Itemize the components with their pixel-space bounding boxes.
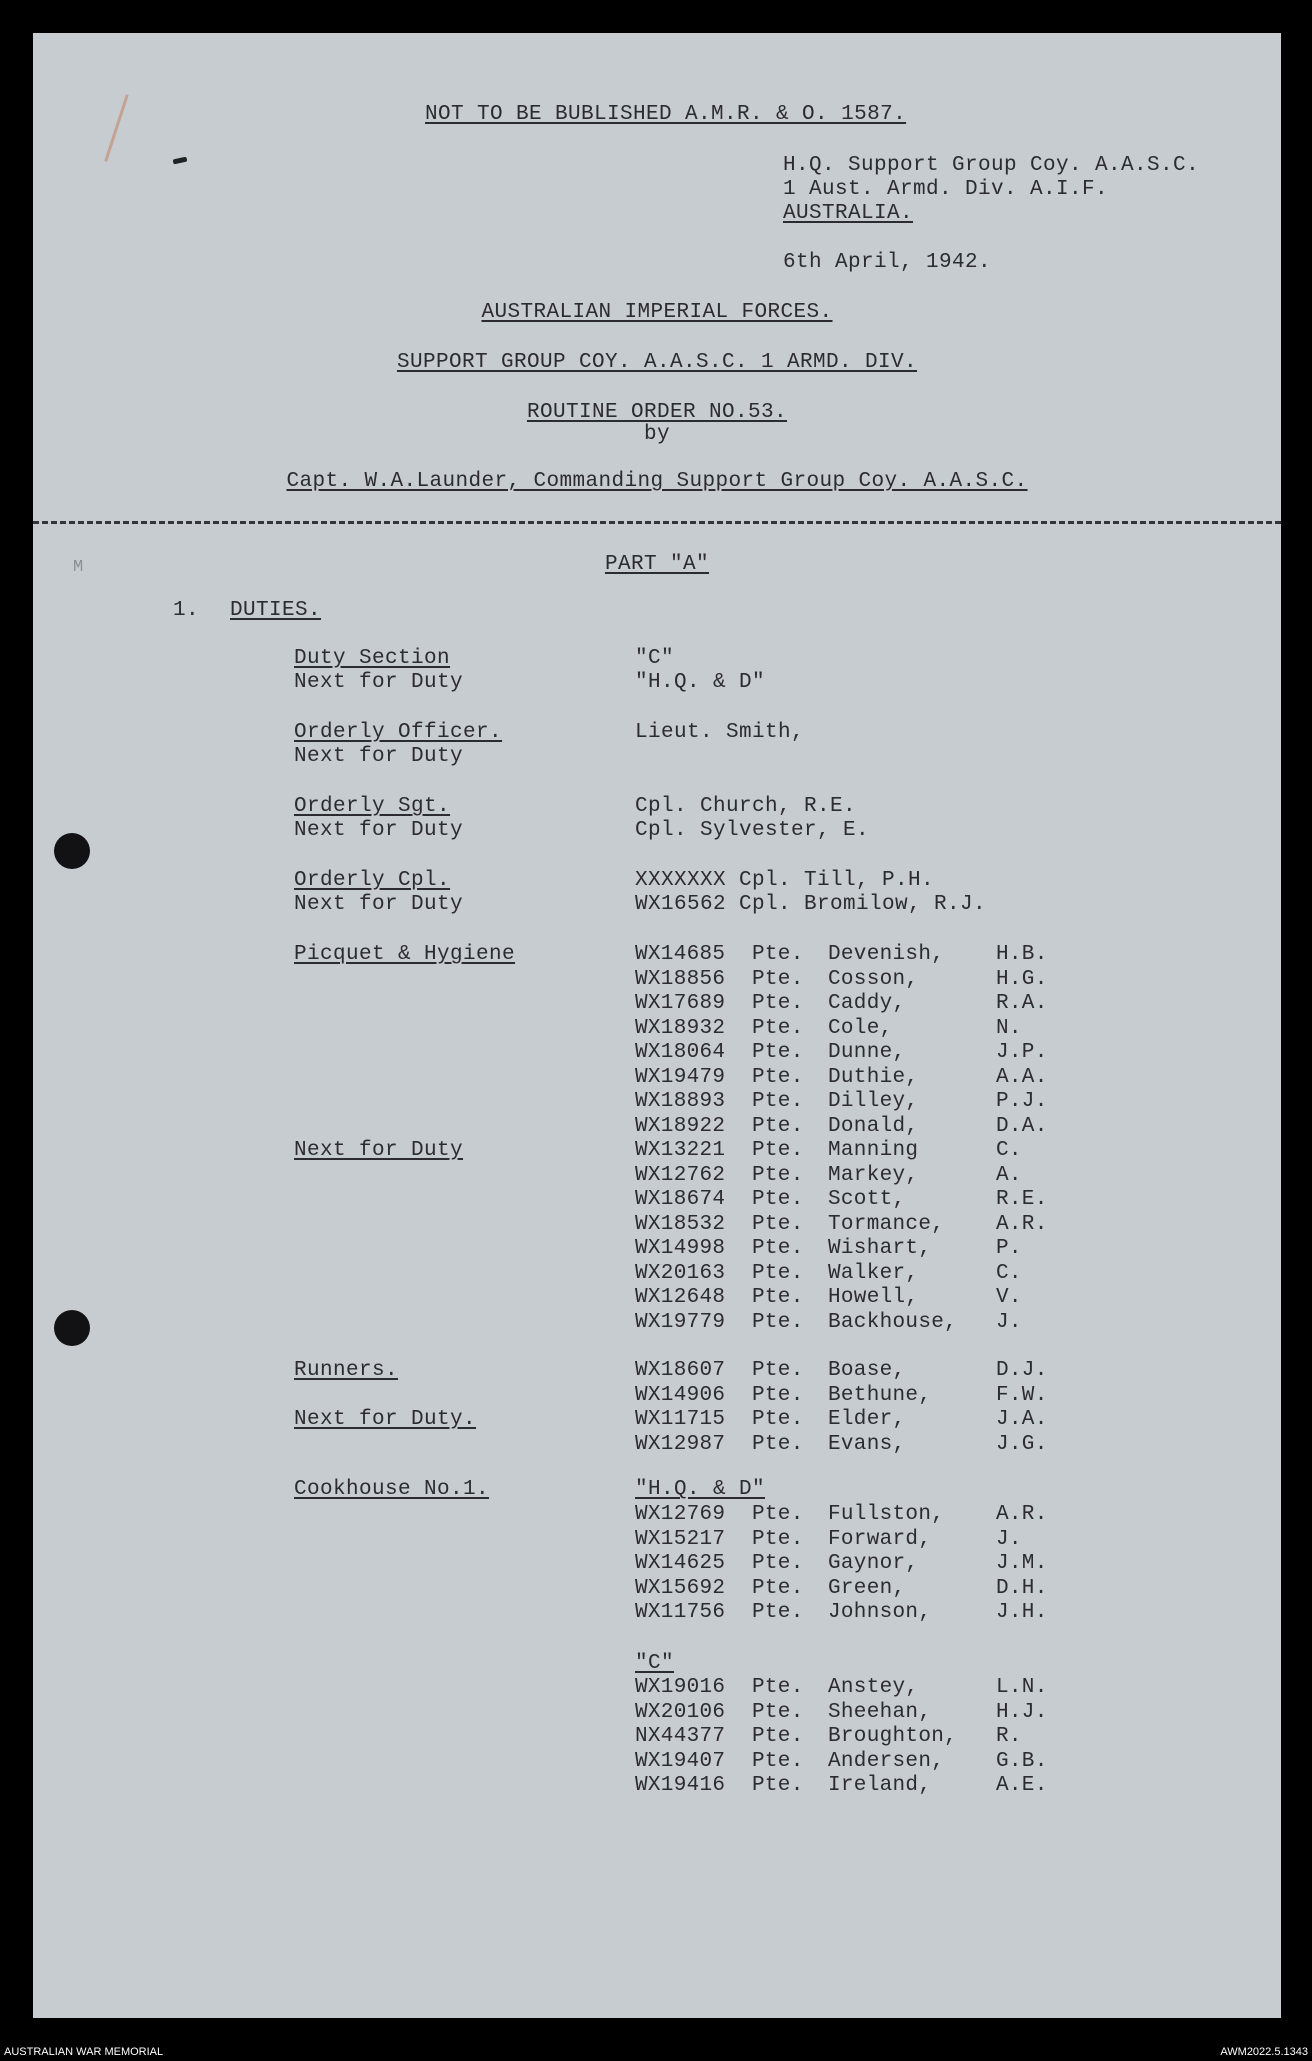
initials: J.A. <box>996 1408 1048 1431</box>
initials: G.B. <box>996 1749 1048 1773</box>
service-number: WX20106 <box>635 1700 726 1724</box>
initials: C. <box>996 1139 1022 1162</box>
service-number: WX19407 <box>635 1749 726 1773</box>
surname: Duthie, <box>828 1065 919 1089</box>
duty-label: Orderly Officer. <box>294 721 503 744</box>
service-number: WX18932 <box>635 1016 726 1040</box>
rank: Pte. <box>752 1016 804 1040</box>
initials: A.R. <box>996 1212 1048 1236</box>
rank: Pte. <box>752 1286 804 1309</box>
rank: Pte. <box>752 992 804 1015</box>
cookhouse-roster-c <box>635 1676 1056 1799</box>
rank: Pte. <box>752 1527 804 1551</box>
initials: J. <box>996 1310 1022 1334</box>
service-number: WX19016 <box>635 1676 726 1699</box>
runners-roster <box>635 1359 1056 1457</box>
roster-row <box>635 1237 1056 1262</box>
title-unit: SUPPORT GROUP COY. A.A.S.C. 1 ARMD. DIV. <box>396 351 918 374</box>
rank: Pte. <box>752 1383 804 1407</box>
initials: R.E. <box>996 1188 1048 1211</box>
service-number: WX12769 <box>635 1503 726 1526</box>
rank: Pte. <box>752 1237 804 1260</box>
roster-row <box>635 1066 1056 1091</box>
surname: Wishart, <box>828 1237 932 1260</box>
surname: Fullston, <box>828 1503 945 1526</box>
roster-row <box>635 1115 1056 1140</box>
roster-row <box>635 1601 1056 1626</box>
surname: Ireland, <box>828 1774 932 1797</box>
roster-row <box>635 968 1056 993</box>
surname: Sheehan, <box>828 1700 932 1724</box>
picquet-label: Picquet & Hygiene <box>294 943 516 966</box>
initials: A.A. <box>996 1065 1048 1089</box>
address-line-1: H.Q. Support Group Coy. A.A.S.C. <box>783 154 1200 177</box>
service-number: WX12987 <box>635 1432 726 1456</box>
title-routine-order: ROUTINE ORDER NO.53. <box>526 401 788 424</box>
initials: R.A. <box>996 992 1048 1015</box>
surname: Cosson, <box>828 967 919 991</box>
rank: Pte. <box>752 1725 804 1748</box>
service-number: WX15692 <box>635 1576 726 1600</box>
surname: Markey, <box>828 1163 919 1187</box>
punch-hole-bottom <box>54 1310 90 1346</box>
surname: Green, <box>828 1576 906 1600</box>
runners-label: Runners. <box>294 1359 399 1382</box>
surname: Dilley, <box>828 1090 919 1113</box>
service-number: WX14906 <box>635 1383 726 1407</box>
roster-row <box>635 1408 1056 1433</box>
roster-row <box>635 1503 1056 1528</box>
address-line-3: AUSTRALIA. <box>783 202 914 225</box>
surname: Caddy, <box>828 992 906 1015</box>
roster-row <box>635 1311 1056 1336</box>
duty-value: WX16562 Cpl. Bromilow, R.J. <box>635 893 987 916</box>
duty-value: "H.Q. & D" <box>635 671 766 694</box>
surname: Cole, <box>828 1016 893 1040</box>
initials: H.J. <box>996 1700 1048 1724</box>
roster-row <box>635 1262 1056 1287</box>
rank: Pte. <box>752 1114 804 1138</box>
surname: Scott, <box>828 1188 906 1211</box>
rank: Pte. <box>752 1041 804 1064</box>
duty-label: Orderly Sgt. <box>294 795 451 818</box>
not-published-line: NOT TO BE BUBLISHED A.M.R. & O. 1587. <box>425 103 907 126</box>
roster-row <box>635 1774 1056 1799</box>
surname: Andersen, <box>828 1749 945 1773</box>
service-number: WX18856 <box>635 967 726 991</box>
cookhouse-label: Cookhouse No.1. <box>294 1478 490 1501</box>
service-number: WX18893 <box>635 1090 726 1113</box>
service-number: WX17689 <box>635 992 726 1015</box>
rank: Pte. <box>752 1163 804 1187</box>
surname: Forward, <box>828 1527 932 1551</box>
rank: Pte. <box>752 1576 804 1600</box>
initials: A. <box>996 1163 1022 1187</box>
duty-label: Orderly Cpl. <box>294 869 451 892</box>
section-number: 1. <box>173 599 200 622</box>
part-heading: PART "A" <box>604 553 710 576</box>
document-date: 6th April, 1942. <box>783 251 992 274</box>
rank: Pte. <box>752 1212 804 1236</box>
runners-next-label: Next for Duty. <box>294 1408 477 1431</box>
roster-row <box>635 1577 1056 1602</box>
address-line-2: 1 Aust. Armd. Div. A.I.F. <box>783 178 1109 201</box>
rank: Pte. <box>752 1749 804 1773</box>
initials: L.N. <box>996 1676 1048 1699</box>
surname: Evans, <box>828 1432 906 1456</box>
initials: D.H. <box>996 1576 1048 1600</box>
title-forces: AUSTRALIAN IMPERIAL FORCES. <box>481 301 833 324</box>
service-number: WX12648 <box>635 1286 726 1309</box>
initials: H.B. <box>996 943 1048 966</box>
picquet-next-label: Next for Duty <box>294 1139 464 1162</box>
initials: D.J. <box>996 1359 1048 1382</box>
surname: Dunne, <box>828 1041 906 1064</box>
service-number: WX19416 <box>635 1774 726 1797</box>
service-number: WX14685 <box>635 943 726 966</box>
roster-row <box>635 1188 1056 1213</box>
margin-mark: M <box>73 558 84 577</box>
surname: Johnson, <box>828 1601 932 1624</box>
service-number: WX11756 <box>635 1601 726 1624</box>
rank: Pte. <box>752 1408 804 1431</box>
rank: Pte. <box>752 1700 804 1724</box>
service-number: WX18674 <box>635 1188 726 1211</box>
roster-row <box>635 1164 1056 1189</box>
duty-value: Cpl. Church, R.E. <box>635 795 857 818</box>
roster-row <box>635 1552 1056 1577</box>
surname: Anstey, <box>828 1676 919 1699</box>
service-number: WX15217 <box>635 1527 726 1551</box>
footer-credit: AUSTRALIAN WAR MEMORIAL <box>4 2046 164 2058</box>
service-number: WX18064 <box>635 1041 726 1064</box>
rank: Pte. <box>752 1601 804 1624</box>
rank: Pte. <box>752 1359 804 1382</box>
rank: Pte. <box>752 1503 804 1526</box>
service-number: WX19479 <box>635 1065 726 1089</box>
roster-row <box>635 1090 1056 1115</box>
service-number: WX14625 <box>635 1552 726 1575</box>
picquet-roster <box>635 943 1056 1335</box>
initials: A.E. <box>996 1774 1048 1797</box>
rank: Pte. <box>752 1774 804 1797</box>
service-number: WX14998 <box>635 1237 726 1260</box>
paper-scratch <box>104 94 128 162</box>
dashed-divider <box>33 521 1281 524</box>
rank: Pte. <box>752 1310 804 1334</box>
duty-label: Next for Duty <box>294 671 464 694</box>
initials: N. <box>996 1016 1022 1040</box>
surname: Bethune, <box>828 1383 932 1407</box>
initials: J.M. <box>996 1552 1048 1575</box>
cookhouse-group-c: "C" <box>635 1652 675 1675</box>
duty-label: Next for Duty <box>294 819 464 842</box>
rank: Pte. <box>752 1188 804 1211</box>
rank: Pte. <box>752 1432 804 1456</box>
roster-row <box>635 1725 1056 1750</box>
roster-row <box>635 1433 1056 1458</box>
roster-row <box>635 1041 1056 1066</box>
initials: C. <box>996 1261 1022 1285</box>
initials: J.H. <box>996 1601 1048 1624</box>
initials: H.G. <box>996 967 1048 991</box>
surname: Howell, <box>828 1286 919 1309</box>
cookhouse-group-hq: "H.Q. & D" <box>635 1478 766 1501</box>
surname: Boase, <box>828 1359 906 1382</box>
initials: V. <box>996 1286 1022 1309</box>
cookhouse-roster-hq <box>635 1503 1056 1626</box>
service-number: NX44377 <box>635 1725 726 1748</box>
duty-value: XXXXXXX Cpl. Till, P.H. <box>635 869 935 892</box>
initials: J. <box>996 1527 1022 1551</box>
roster-row <box>635 1676 1056 1701</box>
initials: F.W. <box>996 1383 1048 1407</box>
service-number: WX18607 <box>635 1359 726 1382</box>
initials: P. <box>996 1237 1022 1260</box>
surname: Broughton, <box>828 1725 958 1748</box>
initials: J.P. <box>996 1041 1048 1064</box>
duty-value: "C" <box>635 647 675 670</box>
rank: Pte. <box>752 967 804 991</box>
roster-row <box>635 943 1056 968</box>
surname: Tormance, <box>828 1212 945 1236</box>
footer-accession: AWM2022.5.1343 <box>1220 2046 1308 2058</box>
duty-value: Lieut. Smith, <box>635 721 805 744</box>
duty-label: Next for Duty <box>294 745 464 768</box>
service-number: WX20163 <box>635 1261 726 1285</box>
service-number: WX19779 <box>635 1310 726 1334</box>
rank: Pte. <box>752 943 804 966</box>
service-number: WX11715 <box>635 1408 726 1431</box>
initials: A.R. <box>996 1503 1048 1526</box>
initials: J.G. <box>996 1432 1048 1456</box>
surname: Devenish, <box>828 943 945 966</box>
roster-row <box>635 1213 1056 1238</box>
duty-label: Duty Section <box>294 647 451 670</box>
section-title: DUTIES. <box>230 599 322 622</box>
surname: Donald, <box>828 1114 919 1138</box>
rank: Pte. <box>752 1676 804 1699</box>
initials: P.J. <box>996 1090 1048 1113</box>
surname: Manning <box>828 1139 919 1162</box>
duty-value: Cpl. Sylvester, E. <box>635 819 870 842</box>
duty-label: Next for Duty <box>294 893 464 916</box>
rank: Pte. <box>752 1261 804 1285</box>
initials: R. <box>996 1725 1022 1748</box>
roster-row <box>635 1528 1056 1553</box>
roster-row <box>635 1384 1056 1409</box>
roster-row <box>635 1139 1056 1164</box>
surname: Backhouse, <box>828 1310 958 1334</box>
punch-hole-top <box>54 833 90 869</box>
initials: D.A. <box>996 1114 1048 1138</box>
by-line: by <box>643 423 670 446</box>
ink-mark <box>173 157 188 165</box>
roster-row <box>635 1701 1056 1726</box>
rank: Pte. <box>752 1552 804 1575</box>
roster-row <box>635 1017 1056 1042</box>
rank: Pte. <box>752 1065 804 1089</box>
surname: Walker, <box>828 1261 919 1285</box>
service-number: WX18532 <box>635 1212 726 1236</box>
surname: Elder, <box>828 1408 906 1431</box>
service-number: WX18922 <box>635 1114 726 1138</box>
document-page <box>33 33 1281 2018</box>
service-number: WX12762 <box>635 1163 726 1187</box>
commander-line: Capt. W.A.Launder, Commanding Support Group Coy. A.A.S.C. <box>286 470 1028 493</box>
roster-row <box>635 992 1056 1017</box>
roster-row <box>635 1359 1056 1384</box>
surname: Gaynor, <box>828 1552 919 1575</box>
rank: Pte. <box>752 1139 804 1162</box>
rank: Pte. <box>752 1090 804 1113</box>
roster-row <box>635 1286 1056 1311</box>
service-number: WX13221 <box>635 1139 726 1162</box>
roster-row <box>635 1750 1056 1775</box>
